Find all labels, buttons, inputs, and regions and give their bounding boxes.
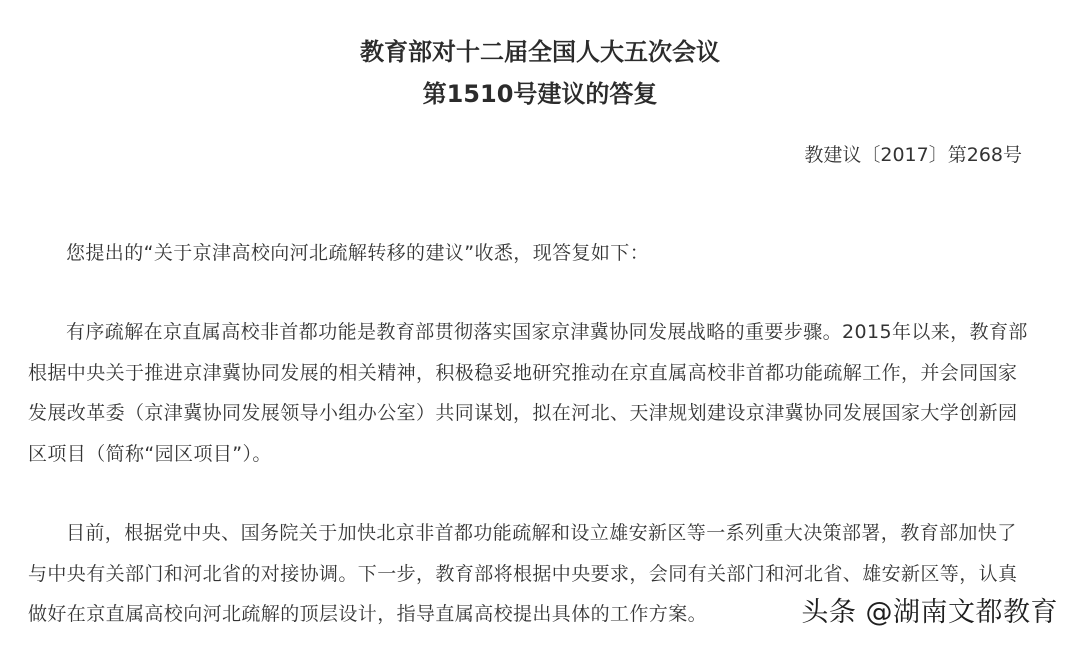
paragraph-next-steps: 目前，根据党中央、国务院关于加快北京非首都功能疏解和设立雄安新区等一系列重大决策部署，教育部加快了与中央有关部门和河北省的对接协调。下一步，教育部将根据中央要求，会同有关部门和河北省、雄安新区等，认真做好在京直属高校向河北疏解的顶层设计，指导直属高校提出具体的工作方案。 bbox=[28, 522, 1018, 625]
document-number: 教建议〔2017〕第268号 bbox=[804, 144, 1022, 166]
paragraph-intro: 您提出的“关于京津高校向河北疏解转移的建议”收悉，现答复如下： bbox=[66, 242, 650, 264]
document-title-line-2: 第1510号建议的答复 bbox=[422, 80, 658, 108]
source-watermark: 头条 @湖南文都教育 bbox=[801, 597, 1058, 628]
paragraph-background: 有序疏解在京直属高校非首都功能是教育部贯彻落实国家京津冀协同发展战略的重要步骤。2015年以来，教育部根据中央关于推进京津冀协同发展的相关精神，积极稳妥地研究推动在京直属高校非首都功能疏解工作，并会同国家发展改革委（京津冀协同发展领导小组办公室）共同谋划，拟在河北、天津规划建设京津冀协同发展国家大学创新园区项目（简称“园区项目”）。 bbox=[28, 321, 1028, 465]
document-title-line-1: 教育部对十二届全国人大五次会议 bbox=[360, 38, 720, 66]
